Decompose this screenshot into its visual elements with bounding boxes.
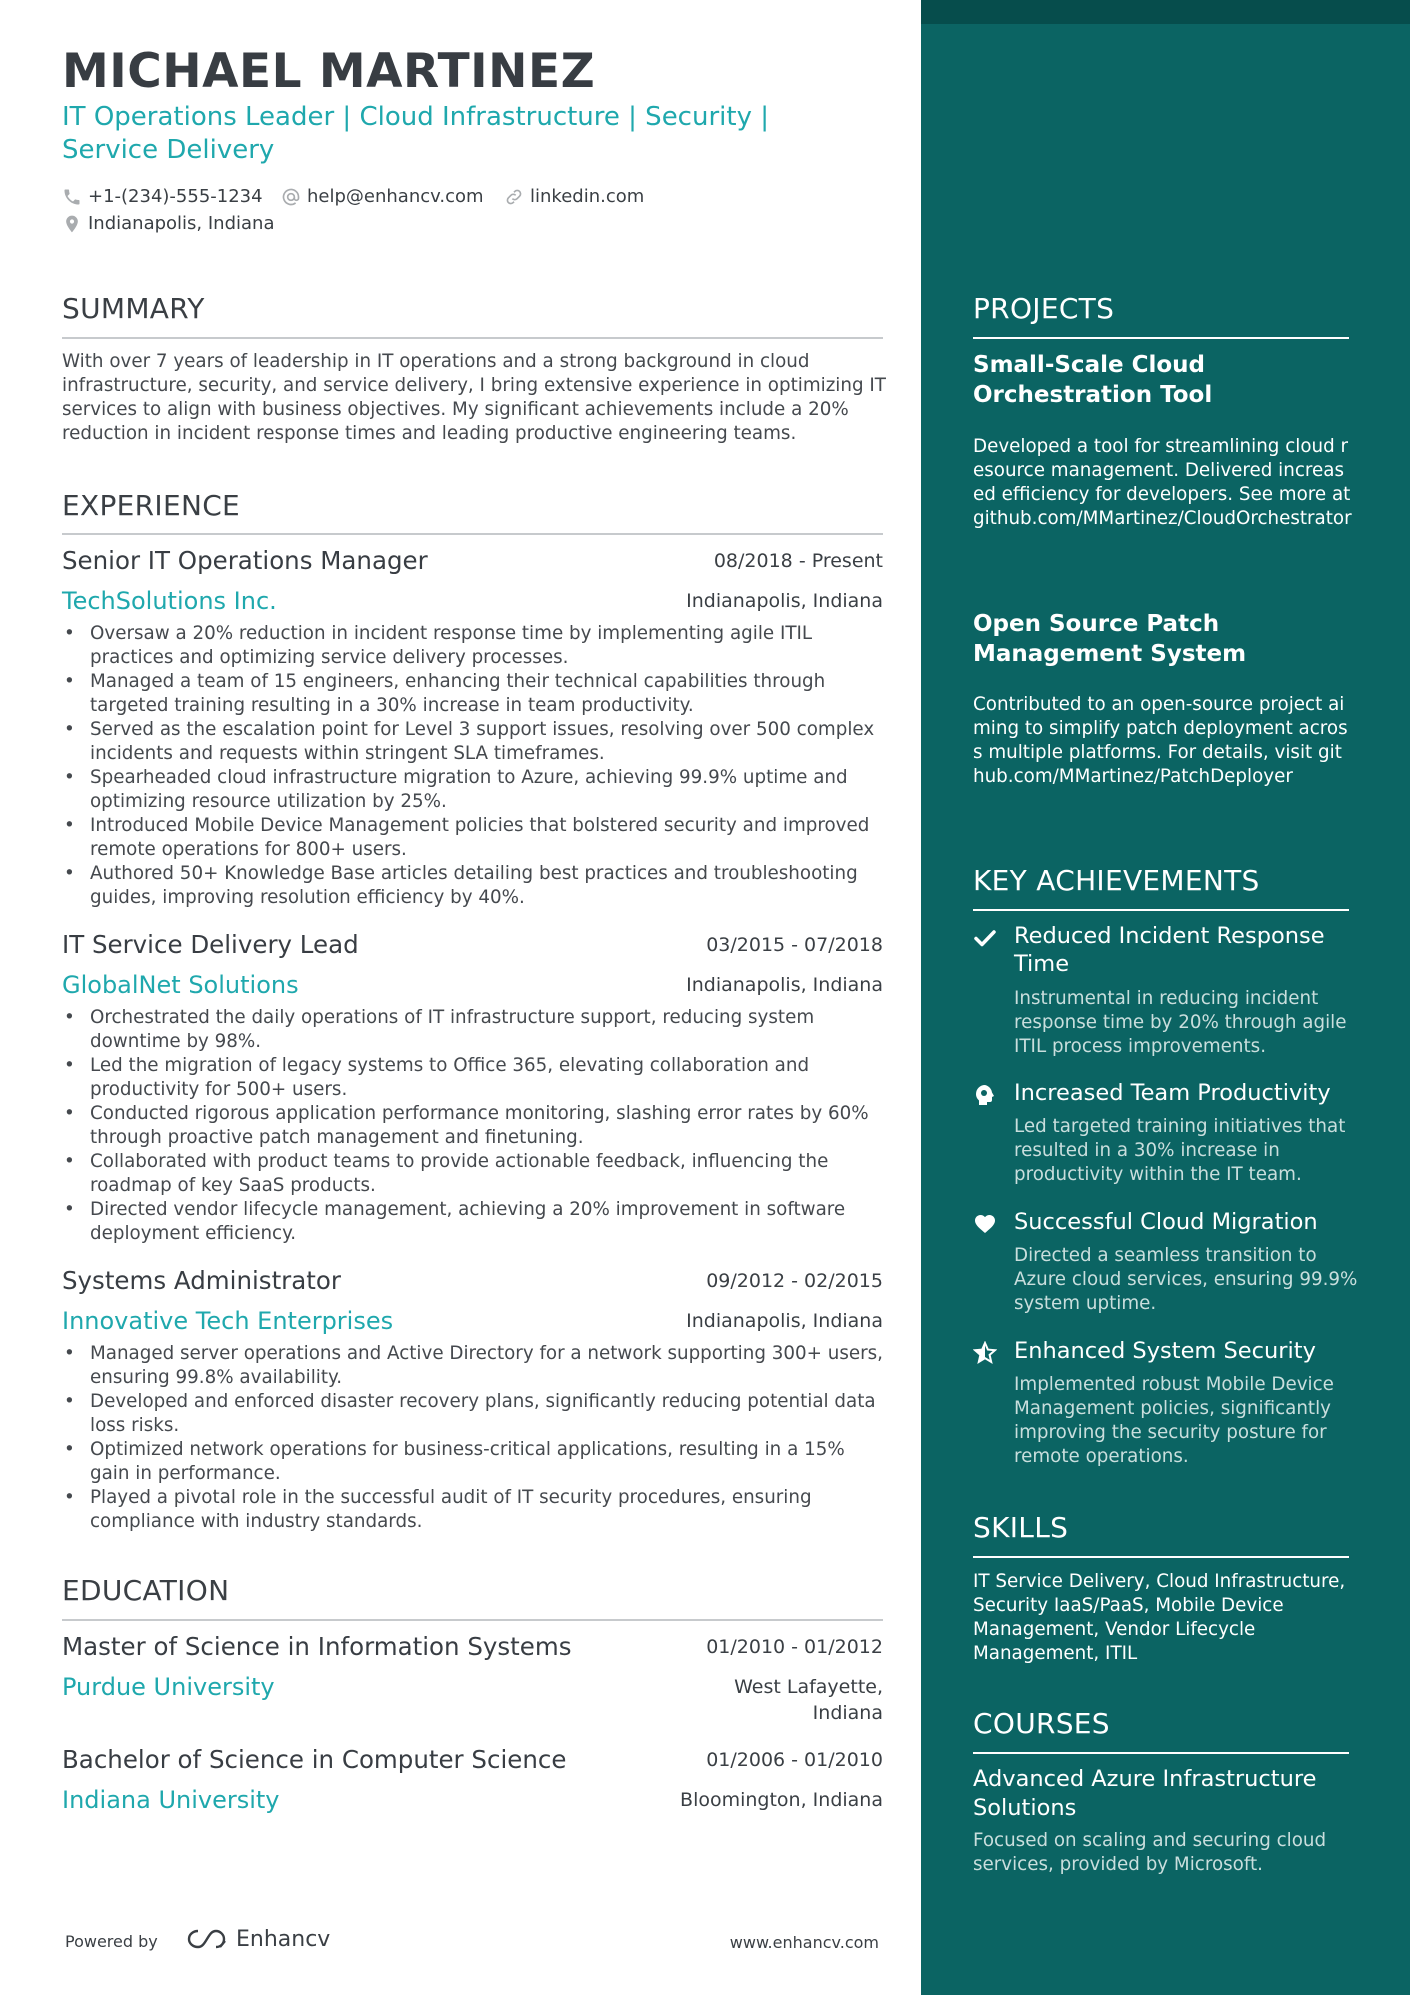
job-title: IT Service Delivery Lead [62,930,359,959]
job-company: Innovative Tech Enterprises [62,1307,394,1335]
link-icon [504,187,524,207]
enhancv-logo-icon [184,1926,230,1952]
degree-dates: 01/2006 - 01/2010 [706,1749,883,1771]
job-bullet: • Directed vendor lifecycle management, achieving a 20% improvement in software deployment efficiency. [62,1198,887,1246]
location-text: Indianapolis, Indiana [88,213,275,234]
job-bullet: • Orchestrated the daily operations of IT infrastructure support, reducing system downtime by 98%. [62,1006,887,1054]
achievement-desc: Implemented robust Mobile Device Management policies, significantly improving the security posture for remote operations. [1014,1374,1334,1467]
job-bullet: • Served as the escalation point for Level 3 support issues, resolving over 500 complex incidents and requests within stringent SLA timeframes. [62,718,887,766]
skills-heading: SKILLS [973,1511,1069,1544]
email-text: help@enhancv.com [307,186,484,207]
job-bullet: • Led the migration of legacy systems to Office 365, elevating collaboration and productivity for 500+ users. [62,1054,887,1102]
linkedin-text: linkedin.com [530,186,645,207]
sidebar-top-bar [921,0,1410,24]
job-dates: 09/2012 - 02/2015 [706,1270,883,1292]
experience-heading: EXPERIENCE [62,489,241,522]
achievement-desc: Instrumental in reducing incident response time by 20% through agile ITIL process improvements. [1014,988,1347,1057]
job-location: Indianapolis, Indiana [686,590,883,612]
enhancv-brand-text: Enhancv [236,1926,331,1952]
degree-title: Master of Science in Information Systems [62,1632,572,1661]
location-pin-icon [62,214,82,234]
job-title: Senior IT Operations Manager [62,546,428,575]
degree-dates: 01/2010 - 01/2012 [706,1636,883,1658]
courses-heading: COURSES [973,1707,1110,1740]
footer-url[interactable]: www.enhancv.com [729,1933,879,1952]
school-location: Bloomington, Indiana [680,1789,883,1811]
heart-icon [973,1212,997,1236]
job-bullet: • Authored 50+ Knowledge Base articles detailing best practices and troubleshooting guides, improving resolution efficiency by 40%. [62,862,887,910]
phone-text: +1-(234)-555-1234 [88,186,263,207]
school-location: West Lafayette, Indiana [734,1676,883,1724]
phone-icon [62,187,82,207]
job-dates: 03/2015 - 07/2018 [706,934,883,956]
skills-text: IT Service Delivery, Cloud Infrastructure, Security IaaS/PaaS, Mobile Device Management, Vendor Lifecycle Management, ITIL [973,1571,1346,1664]
job-bullet: • Played a pivotal role in the successful audit of IT security procedures, ensuring compliance with industry standards. [62,1486,887,1534]
projects-heading: PROJECTS [973,292,1115,325]
summary-divider [62,337,883,339]
education-heading: EDUCATION [62,1574,230,1607]
achievements-heading: KEY ACHIEVEMENTS [973,864,1260,897]
job-bullet: • Oversaw a 20% reduction in incident response time by implementing agile ITIL practices and optimizing service delivery processes. [62,622,887,670]
job-title: Systems Administrator [62,1266,341,1295]
project-title: Open Source Patch Management System [973,611,1247,667]
job-bullet: • Developed and enforced disaster recovery plans, significantly reducing potential data loss risks. [62,1390,887,1438]
powered-by-label: Powered by [65,1932,158,1951]
linkedin-contact[interactable] [504,186,644,207]
achievement-desc: Led targeted training initiatives that resulted in a 30% increase in productivity within the IT team. [1014,1116,1346,1185]
job-dates: 08/2018 - Present [713,550,883,572]
enhancv-logo[interactable] [184,1926,330,1952]
job-bullet: • Collaborated with product teams to provide actionable feedback, influencing the roadmap of key SaaS products. [62,1150,887,1198]
star-icon [973,1341,997,1365]
job-bullet: • Managed a team of 15 engineers, enhancing their technical capabilities through targeted training resulting in a 30% increase in team productivity. [62,670,887,718]
projects-divider [973,337,1349,339]
project-title: Small-Scale Cloud Orchestration Tool [973,352,1213,408]
location-contact [62,213,275,234]
job-bullet: • Introduced Mobile Device Management policies that bolstered security and improved remote operations for 800+ users. [62,814,887,862]
job-bullets [62,622,887,910]
check-icon [973,926,997,950]
school-name: Purdue University [62,1673,275,1701]
job-bullet: • Spearheaded cloud infrastructure migration to Azure, achieving 99.9% uptime and optimizing resource utilization by 25%. [62,766,887,814]
degree-title: Bachelor of Science in Computer Science [62,1745,567,1774]
achievement-title: Increased Team Productivity [1014,1080,1331,1106]
project-desc: Developed a tool for streamlining cloud resource management. Delivered increased efficiency for developers. See more at github.com/MMartinez/CloudOrchestrator [973,436,1352,529]
job-location: Indianapolis, Indiana [686,1310,883,1332]
summary-text: With over 7 years of leadership in IT operations and a strong background in cloud infrastructure, security, and service delivery, I bring extensive experience in optimizing IT services to align with business objectives. My significant achievements include a 20% reduction in incident response times and leading productive engineering teams. [62,351,886,444]
job-bullets [62,1006,887,1246]
education-divider [62,1619,883,1621]
project-desc: Contributed to an open-source project aiming to simplify patch deployment across multiple platforms. For details, visit github.com/MMartinez/PatchDeployer [973,694,1348,787]
courses-divider [973,1752,1349,1754]
achievements-divider [973,909,1349,911]
candidate-name: MICHAEL MARTINEZ [62,44,596,99]
job-company: TechSolutions Inc. [62,587,277,615]
skills-divider [973,1556,1349,1558]
course-desc: Focused on scaling and securing cloud services, provided by Microsoft. [973,1830,1327,1875]
headline: IT Operations Leader | Cloud Infrastructure | Security | Service Delivery [62,102,769,165]
phone-contact[interactable] [62,186,263,207]
summary-heading: SUMMARY [62,292,205,325]
job-bullet: • Conducted rigorous application performance monitoring, slashing error rates by 60% through proactive patch management and finetuning. [62,1102,887,1150]
achievement-title: Successful Cloud Migration [1014,1209,1318,1235]
experience-divider [62,533,883,535]
job-bullets [62,1342,887,1534]
achievement-desc: Directed a seamless transition to Azure cloud services, ensuring 99.9% system uptime. [1014,1245,1358,1314]
achievement-title: Reduced Incident Response Time [1014,923,1325,977]
job-bullet: • Managed server operations and Active Directory for a network supporting 300+ users, ensuring 99.8% availability. [62,1342,887,1390]
job-location: Indianapolis, Indiana [686,974,883,996]
achievement-title: Enhanced System Security [1014,1338,1316,1364]
brain-icon [973,1083,997,1107]
job-company: GlobalNet Solutions [62,971,299,999]
course-title: Advanced Azure Infrastructure Solutions [973,1766,1317,1821]
at-icon [281,187,301,207]
school-name: Indiana University [62,1786,280,1814]
email-contact[interactable] [281,186,484,207]
sidebar [921,0,1410,1995]
job-bullet: • Optimized network operations for business-critical applications, resulting in a 15% gain in performance. [62,1438,887,1486]
